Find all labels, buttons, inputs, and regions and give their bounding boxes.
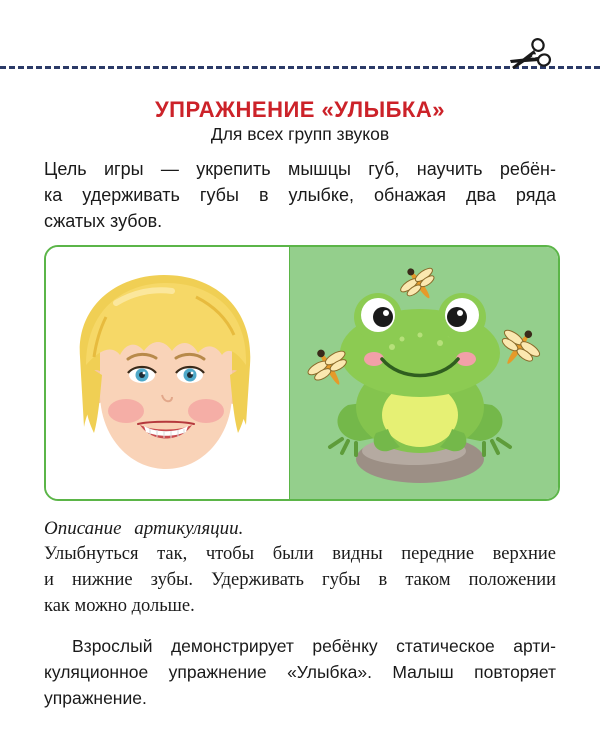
exercise-title: УПРАЖНЕНИЕ «УЛЫБКА»: [155, 97, 445, 122]
description-line: Улыбнуться так, чтобы были видны передние верхние: [44, 544, 556, 564]
description-line: и нижние зубы. Удерживать губы в таком положении: [44, 570, 556, 590]
adult-instruction-paragraph: [44, 633, 556, 711]
description-heading: Описание артикуляции.: [44, 518, 244, 539]
adult-line: Взрослый демонстрирует ребёнку статическое арти-: [72, 636, 556, 656]
frog-illustration: [290, 247, 558, 499]
goal-paragraph: [44, 156, 556, 234]
smiling-child-illustration: [46, 247, 289, 499]
goal-line: Цель игры — укрепить мышцы губ, научить ребён-: [44, 159, 556, 179]
description-paragraph: [44, 541, 556, 619]
child-panel: [46, 247, 289, 499]
adult-line: куляционное упражнение «Улыбка». Малыш повторяет: [44, 662, 556, 682]
description-line: как можно дольше.: [44, 596, 195, 616]
dragonfly-icon: [393, 258, 444, 309]
frog-panel: [290, 247, 558, 499]
exercise-subtitle: Для всех групп звуков: [210, 124, 390, 144]
adult-line: упражнение.: [44, 688, 147, 708]
illustration-panel: [44, 245, 560, 501]
goal-line: сжатых зубов.: [44, 211, 163, 231]
scissors-icon: [508, 36, 552, 76]
goal-line: ка удерживать губы в улыбке, обнажая два ряда: [44, 185, 556, 205]
